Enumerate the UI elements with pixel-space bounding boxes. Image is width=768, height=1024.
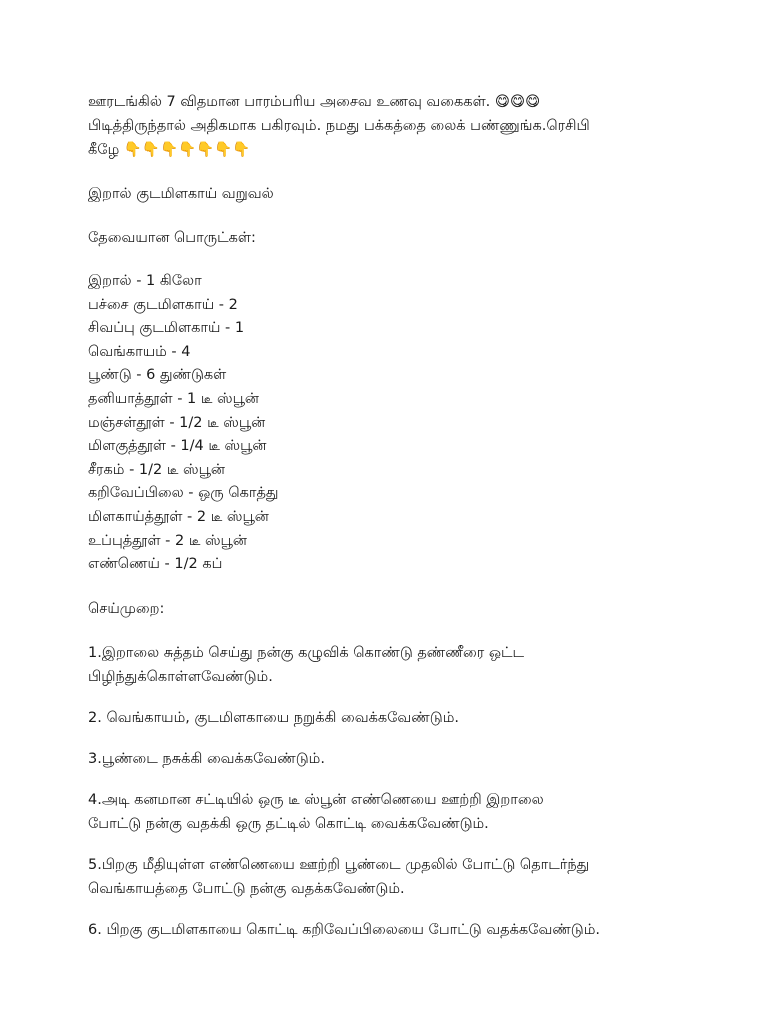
ingredient-item: வெங்காயம் - 4: [88, 343, 191, 360]
ingredient-item: பூண்டு - 6 துண்டுகள்: [88, 367, 227, 384]
step-line: பிழிந்துக்கொள்ளவேண்டும்.: [88, 668, 273, 685]
intro-line: பிடித்திருந்தால் அதிகமாக பகிரவும். நமது பக்கத்தை லைக் பண்ணுங்க.ரெசிபி: [88, 118, 590, 134]
step-line: போட்டு நன்கு வதக்கி ஒரு தட்டில் கொட்டி வைக்கவேண்டும்.: [88, 815, 489, 832]
intro-line: கீழே 👇👇👇👇👇👇👇: [88, 142, 251, 158]
intro-paragraph: [88, 90, 688, 162]
recipe-title: இறால் குடமிளகாய் வறுவல்: [88, 186, 274, 202]
ingredients-heading: தேவையான பொருட்கள்:: [88, 230, 256, 246]
step-line: 6. பிறகு குடமிளகாயை கொட்டி கறிவேப்பிலையை போட்டு வதக்கவேண்டும்.: [88, 921, 601, 938]
ingredient-item: கறிவேப்பிலை - ஒரு கொத்து: [88, 485, 279, 502]
method-heading: செய்முறை:: [88, 600, 165, 617]
step-line: 1.இறாலை சுத்தம் செய்து நன்கு கழுவிக் கொண்டு தண்ணீரை ஒட்ட: [88, 644, 525, 661]
method-step: [88, 918, 688, 942]
ingredient-item: மஞ்சள்தூள் - 1/2 டீ ஸ்பூன்: [88, 414, 266, 431]
step-line: 4.அடி கனமான சட்டியில் ஒரு டீ ஸ்பூன் எண்ணெயை ஊற்றி இறாலை: [88, 791, 544, 808]
method-step: [88, 747, 688, 771]
step-line: 3.பூண்டை நசுக்கி வைக்கவேண்டும்.: [88, 750, 325, 767]
method-step: [88, 853, 688, 901]
step-line: 5.பிறகு மீதியுள்ள எண்ணெயை ஊற்றி பூண்டை முதலில் போட்டு தொடர்ந்து: [88, 856, 590, 873]
ingredient-item: மிளகாய்த்தூள் - 2 டீ ஸ்பூன்: [88, 508, 269, 525]
ingredient-item: உப்புத்தூள் - 2 டீ ஸ்பூன்: [88, 532, 247, 549]
ingredient-item: சீரகம் - 1/2 டீ ஸ்பூன்: [88, 461, 225, 478]
ingredient-item: சிவப்பு குடமிளகாய் - 1: [88, 320, 245, 337]
ingredient-item: பச்சை குடமிளகாய் - 2: [88, 296, 238, 313]
document-page: [88, 90, 688, 959]
ingredient-item: எண்ணெய் - 1/2 கப்: [88, 556, 223, 573]
step-line: வெங்காயத்தை போட்டு நன்கு வதக்கவேண்டும்.: [88, 880, 405, 897]
method-step: [88, 788, 688, 836]
ingredients-list: [88, 270, 688, 577]
step-line: 2. வெங்காயம், குடமிளகாயை நறுக்கி வைக்கவேண்டும்.: [88, 709, 459, 726]
ingredient-item: மிளகுத்தூள் - 1/4 டீ ஸ்பூன்: [88, 438, 267, 455]
intro-line: ஊரடங்கில் 7 விதமான பாரம்பரிய அசைவ உணவு வகைகள். 😋😋😋: [88, 94, 541, 110]
method-step: [88, 641, 688, 689]
method-step: [88, 706, 688, 730]
ingredient-item: இறால் - 1 கிலோ: [88, 273, 202, 289]
ingredient-item: தனியாத்தூள் - 1 டீ ஸ்பூன்: [88, 390, 259, 407]
